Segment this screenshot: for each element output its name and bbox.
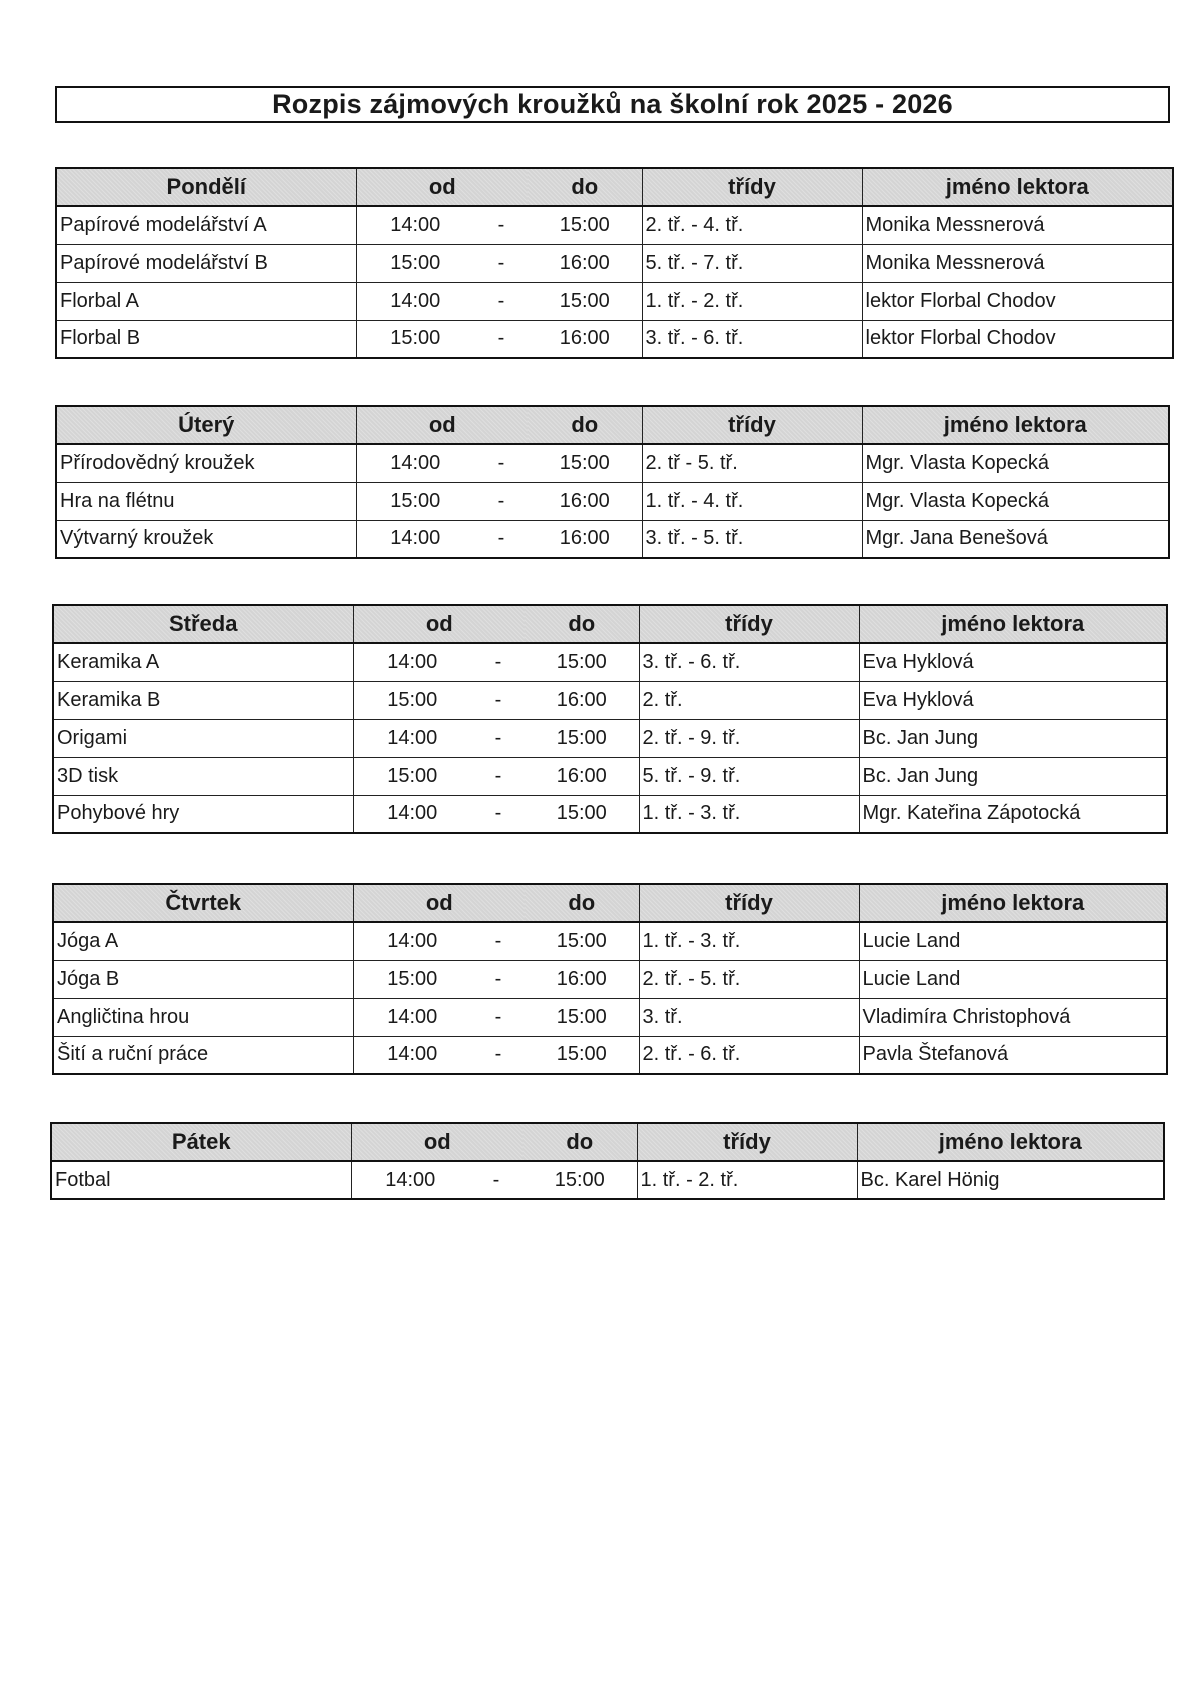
end-time: 15:00 [525, 719, 639, 757]
grades-range: 2. tř. - 5. tř. [639, 960, 859, 998]
time-separator: - [471, 643, 525, 681]
grades-header: třídy [639, 605, 859, 643]
activity-name: 3D tisk [53, 757, 353, 795]
lector-name: lektor Florbal Chodov [862, 320, 1173, 358]
grades-header: třídy [642, 406, 862, 444]
from-header: od [356, 168, 528, 206]
start-time: 14:00 [353, 998, 471, 1036]
table-row [56, 206, 1173, 244]
time-separator: - [474, 244, 528, 282]
activity-name: Origami [53, 719, 353, 757]
to-header: do [523, 1123, 637, 1161]
grades-range: 3. tř. - 5. tř. [642, 520, 862, 558]
start-time: 14:00 [356, 444, 474, 482]
start-time: 15:00 [353, 960, 471, 998]
table-row [53, 998, 1167, 1036]
table-row [56, 482, 1169, 520]
time-separator: - [471, 757, 525, 795]
table-row [56, 444, 1169, 482]
lector-name: Mgr. Vlasta Kopecká [862, 482, 1169, 520]
lector-name: Mgr. Jana Benešová [862, 520, 1169, 558]
from-header: od [351, 1123, 523, 1161]
day-header: Pondělí [56, 168, 356, 206]
activity-name: Šití a ruční práce [53, 1036, 353, 1074]
schedule-table-2 [52, 604, 1168, 834]
start-time: 15:00 [356, 482, 474, 520]
end-time: 15:00 [525, 1036, 639, 1074]
end-time: 15:00 [523, 1161, 637, 1199]
table-row [56, 520, 1169, 558]
start-time: 14:00 [356, 520, 474, 558]
grades-range: 2. tř. [639, 681, 859, 719]
lector-header: jméno lektora [862, 406, 1169, 444]
grades-range: 5. tř. - 7. tř. [642, 244, 862, 282]
end-time: 16:00 [525, 960, 639, 998]
lector-name: Mgr. Vlasta Kopecká [862, 444, 1169, 482]
end-time: 15:00 [528, 282, 642, 320]
to-header: do [528, 406, 642, 444]
end-time: 15:00 [525, 643, 639, 681]
activity-name: Papírové modelářství A [56, 206, 356, 244]
activity-name: Angličtina hrou [53, 998, 353, 1036]
start-time: 15:00 [353, 681, 471, 719]
end-time: 16:00 [528, 482, 642, 520]
grades-range: 1. tř. - 3. tř. [639, 922, 859, 960]
lector-name: Monika Messnerová [862, 206, 1173, 244]
lector-name: Monika Messnerová [862, 244, 1173, 282]
to-header: do [528, 168, 642, 206]
grades-header: třídy [642, 168, 862, 206]
start-time: 14:00 [353, 643, 471, 681]
start-time: 14:00 [353, 719, 471, 757]
lector-name: Eva Hyklová [859, 643, 1167, 681]
schedule-table-0 [55, 167, 1174, 359]
table-row [56, 320, 1173, 358]
table-row [53, 922, 1167, 960]
end-time: 16:00 [528, 320, 642, 358]
activity-name: Jóga A [53, 922, 353, 960]
lector-header: jméno lektora [862, 168, 1173, 206]
lector-name: Bc. Jan Jung [859, 757, 1167, 795]
activity-name: Keramika A [53, 643, 353, 681]
time-separator: - [474, 444, 528, 482]
table-header-row [53, 605, 1167, 643]
page-title-text: Rozpis zájmových kroužků na školní rok 2025 - 2026 [272, 89, 953, 119]
table-header-row [56, 168, 1173, 206]
time-separator: - [471, 960, 525, 998]
end-time: 16:00 [528, 244, 642, 282]
end-time: 15:00 [525, 922, 639, 960]
table-row [56, 244, 1173, 282]
activity-name: Fotbal [51, 1161, 351, 1199]
grades-range: 3. tř. [639, 998, 859, 1036]
end-time: 16:00 [528, 520, 642, 558]
time-separator: - [471, 795, 525, 833]
time-separator: - [471, 998, 525, 1036]
start-time: 14:00 [353, 922, 471, 960]
start-time: 15:00 [353, 757, 471, 795]
time-separator: - [474, 206, 528, 244]
time-separator: - [474, 282, 528, 320]
from-header: od [356, 406, 528, 444]
grades-range: 2. tř - 5. tř. [642, 444, 862, 482]
grades-range: 3. tř. - 6. tř. [642, 320, 862, 358]
to-header: do [525, 884, 639, 922]
lector-name: Mgr. Kateřina Zápotocká [859, 795, 1167, 833]
day-header: Pátek [51, 1123, 351, 1161]
schedule-table-3 [52, 883, 1168, 1075]
end-time: 15:00 [528, 206, 642, 244]
lector-name: Lucie Land [859, 960, 1167, 998]
lector-name: Pavla Štefanová [859, 1036, 1167, 1074]
table-header-row [56, 406, 1169, 444]
activity-name: Přírodovědný kroužek [56, 444, 356, 482]
grades-range: 2. tř. - 9. tř. [639, 719, 859, 757]
table-row [53, 719, 1167, 757]
lector-name: Lucie Land [859, 922, 1167, 960]
start-time: 14:00 [353, 795, 471, 833]
start-time: 14:00 [351, 1161, 469, 1199]
schedule-table-1 [55, 405, 1170, 559]
table-row [53, 795, 1167, 833]
grades-header: třídy [637, 1123, 857, 1161]
table-row [53, 757, 1167, 795]
activity-name: Papírové modelářství B [56, 244, 356, 282]
page-title [55, 86, 1170, 123]
table-row [56, 282, 1173, 320]
start-time: 14:00 [353, 1036, 471, 1074]
table-row [51, 1161, 1164, 1199]
end-time: 15:00 [525, 795, 639, 833]
table-row [53, 681, 1167, 719]
time-separator: - [469, 1161, 523, 1199]
time-separator: - [474, 482, 528, 520]
lector-name: Eva Hyklová [859, 681, 1167, 719]
grades-range: 3. tř. - 6. tř. [639, 643, 859, 681]
lector-name: lektor Florbal Chodov [862, 282, 1173, 320]
lector-name: Bc. Jan Jung [859, 719, 1167, 757]
time-separator: - [471, 1036, 525, 1074]
start-time: 15:00 [356, 244, 474, 282]
grades-header: třídy [639, 884, 859, 922]
end-time: 16:00 [525, 681, 639, 719]
grades-range: 1. tř. - 4. tř. [642, 482, 862, 520]
end-time: 15:00 [525, 998, 639, 1036]
grades-range: 1. tř. - 3. tř. [639, 795, 859, 833]
end-time: 16:00 [525, 757, 639, 795]
start-time: 14:00 [356, 282, 474, 320]
day-header: Úterý [56, 406, 356, 444]
table-header-row [53, 884, 1167, 922]
day-header: Čtvrtek [53, 884, 353, 922]
table-header-row [51, 1123, 1164, 1161]
grades-range: 5. tř. - 9. tř. [639, 757, 859, 795]
lector-header: jméno lektora [859, 884, 1167, 922]
schedule-table-4 [50, 1122, 1165, 1200]
day-header: Středa [53, 605, 353, 643]
time-separator: - [471, 719, 525, 757]
time-separator: - [474, 520, 528, 558]
activity-name: Hra na flétnu [56, 482, 356, 520]
grades-range: 1. tř. - 2. tř. [637, 1161, 857, 1199]
from-header: od [353, 884, 525, 922]
grades-range: 2. tř. - 4. tř. [642, 206, 862, 244]
activity-name: Keramika B [53, 681, 353, 719]
time-separator: - [471, 922, 525, 960]
time-separator: - [474, 320, 528, 358]
activity-name: Florbal A [56, 282, 356, 320]
grades-range: 2. tř. - 6. tř. [639, 1036, 859, 1074]
activity-name: Výtvarný kroužek [56, 520, 356, 558]
activity-name: Jóga B [53, 960, 353, 998]
table-row [53, 643, 1167, 681]
start-time: 14:00 [356, 206, 474, 244]
lector-name: Vladimíra Christophová [859, 998, 1167, 1036]
lector-name: Bc. Karel Hönig [857, 1161, 1164, 1199]
grades-range: 1. tř. - 2. tř. [642, 282, 862, 320]
lector-header: jméno lektora [857, 1123, 1164, 1161]
from-header: od [353, 605, 525, 643]
table-row [53, 1036, 1167, 1074]
to-header: do [525, 605, 639, 643]
lector-header: jméno lektora [859, 605, 1167, 643]
activity-name: Pohybové hry [53, 795, 353, 833]
activity-name: Florbal B [56, 320, 356, 358]
time-separator: - [471, 681, 525, 719]
start-time: 15:00 [356, 320, 474, 358]
end-time: 15:00 [528, 444, 642, 482]
table-row [53, 960, 1167, 998]
